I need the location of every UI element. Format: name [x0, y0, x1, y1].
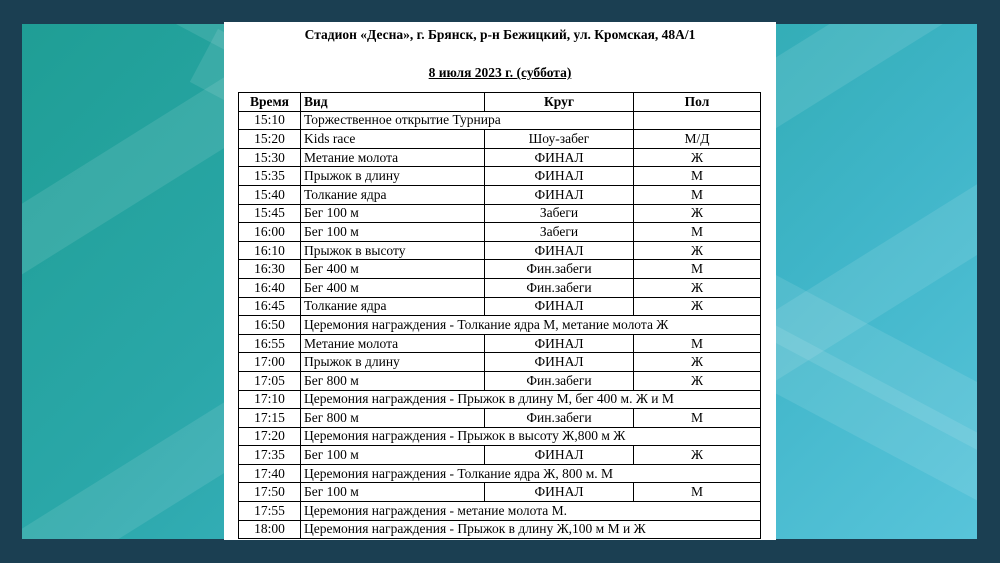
- table-row: [239, 502, 761, 521]
- cell-time: 15:40: [239, 185, 301, 204]
- schedule-table: [238, 92, 761, 539]
- cell-time: 18:00: [239, 520, 301, 539]
- cell-time: 17:35: [239, 446, 301, 465]
- cell-time: 17:10: [239, 390, 301, 409]
- cell-event: Церемония награждения - Толкание ядра М, метание молота Ж: [301, 316, 761, 335]
- document-date: 8 июля 2023 г. (суббота): [428, 65, 572, 80]
- cell-time: 16:45: [239, 297, 301, 316]
- cell-round: Забеги: [485, 204, 634, 223]
- cell-round: Шоу-забег: [485, 130, 634, 149]
- cell-round: Забеги: [485, 223, 634, 242]
- cell-event: Церемония награждения - метание молота М.: [301, 502, 761, 521]
- cell-time: 15:30: [239, 148, 301, 167]
- header-time: Время: [239, 93, 301, 112]
- cell-event: Бег 800 м: [301, 409, 485, 428]
- cell-event: Метание молота: [301, 334, 485, 353]
- cell-round: ФИНАЛ: [485, 241, 634, 260]
- cell-event: Бег 800 м: [301, 371, 485, 390]
- cell-event: Бег 400 м: [301, 278, 485, 297]
- cell-event: Толкание ядра: [301, 297, 485, 316]
- cell-time: 15:10: [239, 111, 301, 130]
- cell-round: ФИНАЛ: [485, 167, 634, 186]
- cell-gender: Ж: [634, 353, 761, 372]
- cell-round: ФИНАЛ: [485, 297, 634, 316]
- table-row: [239, 390, 761, 409]
- cell-event: Церемония награждения - Прыжок в длину Ж,100 м М и Ж: [301, 520, 761, 539]
- table-row: [239, 427, 761, 446]
- cell-gender: [634, 111, 761, 130]
- cell-event: Бег 400 м: [301, 260, 485, 279]
- table-row: [239, 353, 761, 372]
- cell-gender: М: [634, 409, 761, 428]
- cell-time: 17:15: [239, 409, 301, 428]
- cell-time: 17:00: [239, 353, 301, 372]
- cell-time: 15:45: [239, 204, 301, 223]
- table-row: [239, 297, 761, 316]
- cell-event: Бег 100 м: [301, 204, 485, 223]
- table-row: [239, 520, 761, 539]
- cell-gender: Ж: [634, 148, 761, 167]
- table-row: [239, 185, 761, 204]
- document-title: Стадион «Десна», г. Брянск, р-н Бежицкий, ул. Кромская, 48А/1: [304, 27, 696, 42]
- table-row: [239, 483, 761, 502]
- cell-time: 17:20: [239, 427, 301, 446]
- cell-gender: М/Д: [634, 130, 761, 149]
- cell-time: 17:05: [239, 371, 301, 390]
- cell-event: Бег 100 м: [301, 223, 485, 242]
- header-gender: Пол: [634, 93, 761, 112]
- cell-gender: М: [634, 483, 761, 502]
- cell-gender: М: [634, 185, 761, 204]
- cell-event: Толкание ядра: [301, 185, 485, 204]
- cell-event: Церемония награждения - Прыжок в длину М, бег 400 м. Ж и М: [301, 390, 761, 409]
- cell-round: ФИНАЛ: [485, 148, 634, 167]
- schedule-document: [224, 22, 776, 540]
- header-round: Круг: [485, 93, 634, 112]
- cell-time: 16:40: [239, 278, 301, 297]
- cell-gender: М: [634, 167, 761, 186]
- cell-round: ФИНАЛ: [485, 446, 634, 465]
- cell-time: 16:50: [239, 316, 301, 335]
- cell-event: Kids race: [301, 130, 485, 149]
- table-row: [239, 446, 761, 465]
- table-row: [239, 316, 761, 335]
- cell-round: Фин.забеги: [485, 409, 634, 428]
- table-row: [239, 241, 761, 260]
- cell-time: 15:35: [239, 167, 301, 186]
- cell-gender: Ж: [634, 204, 761, 223]
- cell-time: 17:55: [239, 502, 301, 521]
- cell-round: Фин.забеги: [485, 260, 634, 279]
- table-row: [239, 260, 761, 279]
- header-event: Вид: [301, 93, 485, 112]
- cell-time: 16:00: [239, 223, 301, 242]
- table-row: [239, 148, 761, 167]
- cell-event: Бег 100 м: [301, 446, 485, 465]
- table-header-row: [239, 93, 761, 112]
- cell-gender: Ж: [634, 446, 761, 465]
- cell-round: ФИНАЛ: [485, 483, 634, 502]
- cell-gender: Ж: [634, 297, 761, 316]
- cell-event: Прыжок в длину: [301, 167, 485, 186]
- table-row: [239, 334, 761, 353]
- cell-gender: Ж: [634, 278, 761, 297]
- cell-time: 17:40: [239, 464, 301, 483]
- cell-event: Прыжок в высоту: [301, 241, 485, 260]
- table-row: [239, 111, 761, 130]
- table-row: [239, 464, 761, 483]
- cell-time: 16:10: [239, 241, 301, 260]
- table-row: [239, 223, 761, 242]
- cell-time: 17:50: [239, 483, 301, 502]
- cell-event: Торжественное открытие Турнира: [301, 111, 634, 130]
- cell-gender: М: [634, 334, 761, 353]
- cell-round: ФИНАЛ: [485, 185, 634, 204]
- table-row: [239, 371, 761, 390]
- cell-event: Церемония награждения - Толкание ядра Ж, 800 м. М: [301, 464, 761, 483]
- cell-time: 15:20: [239, 130, 301, 149]
- cell-round: ФИНАЛ: [485, 353, 634, 372]
- cell-time: 16:55: [239, 334, 301, 353]
- cell-time: 16:30: [239, 260, 301, 279]
- cell-gender: М: [634, 223, 761, 242]
- cell-round: Фин.забеги: [485, 278, 634, 297]
- cell-event: Метание молота: [301, 148, 485, 167]
- cell-gender: Ж: [634, 371, 761, 390]
- cell-gender: М: [634, 260, 761, 279]
- table-row: [239, 130, 761, 149]
- cell-event: Прыжок в длину: [301, 353, 485, 372]
- cell-event: Бег 100 м: [301, 483, 485, 502]
- table-row: [239, 167, 761, 186]
- cell-gender: Ж: [634, 241, 761, 260]
- cell-round: ФИНАЛ: [485, 334, 634, 353]
- table-row: [239, 409, 761, 428]
- cell-round: Фин.забеги: [485, 371, 634, 390]
- table-row: [239, 278, 761, 297]
- cell-event: Церемония награждения - Прыжок в высоту Ж,800 м Ж: [301, 427, 761, 446]
- table-row: [239, 204, 761, 223]
